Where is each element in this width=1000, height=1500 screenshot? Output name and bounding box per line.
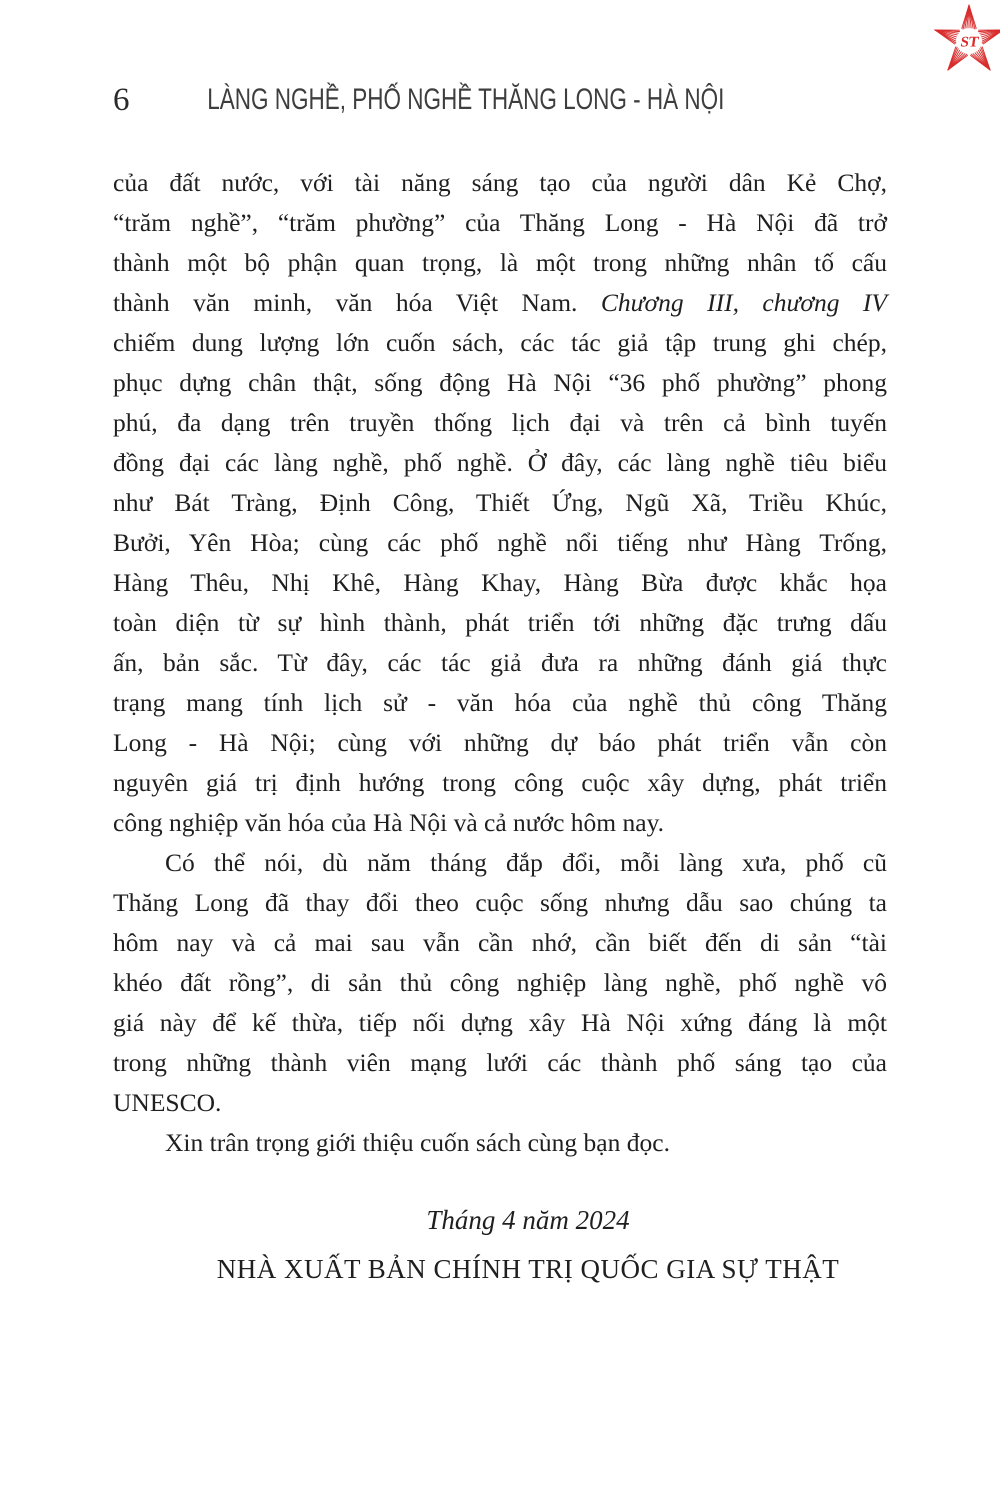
signature-block: [169, 1196, 887, 1294]
text-line: trong những thành viên mạng lưới các thành phố sáng tạo của: [113, 1048, 887, 1077]
running-head-title: LÀNG NGHỀ, PHỐ NGHỀ THĂNG LONG - HÀ NỘI: [207, 83, 725, 116]
text-line: thành một bộ phận quan trọng, là một trong những nhân tố cấu: [113, 248, 887, 277]
text-line: khéo đất rồng”, di sản thủ công nghiệp làng nghề, phố nghề vô: [113, 968, 887, 997]
text-line: của đất nước, với tài năng sáng tạo của người dân Kẻ Chợ,: [113, 168, 887, 197]
text-line: Long - Hà Nội; cùng với những dự báo phát triển vẫn còn: [113, 728, 887, 757]
running-head: [113, 82, 887, 123]
text-line: Có thể nói, dù năm tháng đắp đổi, mỗi làng xưa, phố cũ: [165, 848, 887, 877]
text-line: phú, đa dạng trên truyền thống lịch đại và trên cả bình tuyến: [113, 408, 887, 437]
date-line: Tháng 4 năm 2024: [426, 1205, 630, 1235]
publisher-line: NHÀ XUẤT BẢN CHÍNH TRỊ QUỐC GIA SỰ THẬT: [216, 1254, 840, 1284]
text-line: ấn, bản sắc. Từ đây, các tác giả đưa ra những đánh giá thực: [113, 648, 887, 677]
text-line: như Bát Tràng, Định Công, Thiết Ứng, Ngũ Xã, Triều Khúc,: [113, 488, 887, 517]
text-line: trạng mang tính lịch sử - văn hóa của nghề thủ công Thăng: [113, 688, 887, 717]
text-line: “trăm nghề”, “trăm phường” của Thăng Long - Hà Nội đã trở: [113, 208, 887, 237]
page-number: 6: [113, 82, 130, 118]
text-line: Hàng Thêu, Nhị Khê, Hàng Khay, Hàng Bừa được khắc họa: [113, 568, 887, 597]
text-line: chiếm dung lượng lớn cuốn sách, các tác giả tập trung ghi chép,: [113, 328, 887, 357]
publisher-starburst-logo-icon: [930, 2, 1000, 80]
text-line: hôm nay và cả mai sau vẫn cần nhớ, cần biết đến di sản “tài: [113, 928, 887, 957]
text-line: giá này để kế thừa, tiếp nối dựng xây Hà Nội xứng đáng là một: [113, 1008, 887, 1037]
text-line: Bưởi, Yên Hòa; cùng các phố nghề nổi tiếng như Hàng Trống,: [113, 528, 887, 557]
text-line: nguyên giá trị định hướng trong công cuộc xây dựng, phát triển: [113, 768, 887, 797]
text-line: Thăng Long đã thay đổi theo cuộc sống nhưng dẫu sao chúng ta: [113, 888, 887, 917]
text-line: công nghiệp văn hóa của Hà Nội và cả nước hôm nay.: [113, 808, 665, 837]
body-text: [113, 163, 887, 1163]
text-line: đồng đại các làng nghề, phố nghề. Ở đây, các làng nghề tiêu biểu: [113, 448, 887, 477]
running-head-row: [113, 82, 887, 118]
text-line: toàn diện từ sự hình thành, phát triển tới những đặc trưng dấu: [113, 608, 887, 637]
text-line: thành văn minh, văn hóa Việt Nam. Chương III, chương IV: [113, 288, 887, 317]
logo-monogram: ST: [959, 34, 980, 51]
text-line: Xin trân trọng giới thiệu cuốn sách cùng bạn đọc.: [165, 1128, 670, 1157]
text-line: phục dựng chân thật, sống động Hà Nội “36 phố phường” phong: [113, 368, 887, 397]
text-line: UNESCO.: [113, 1088, 222, 1117]
